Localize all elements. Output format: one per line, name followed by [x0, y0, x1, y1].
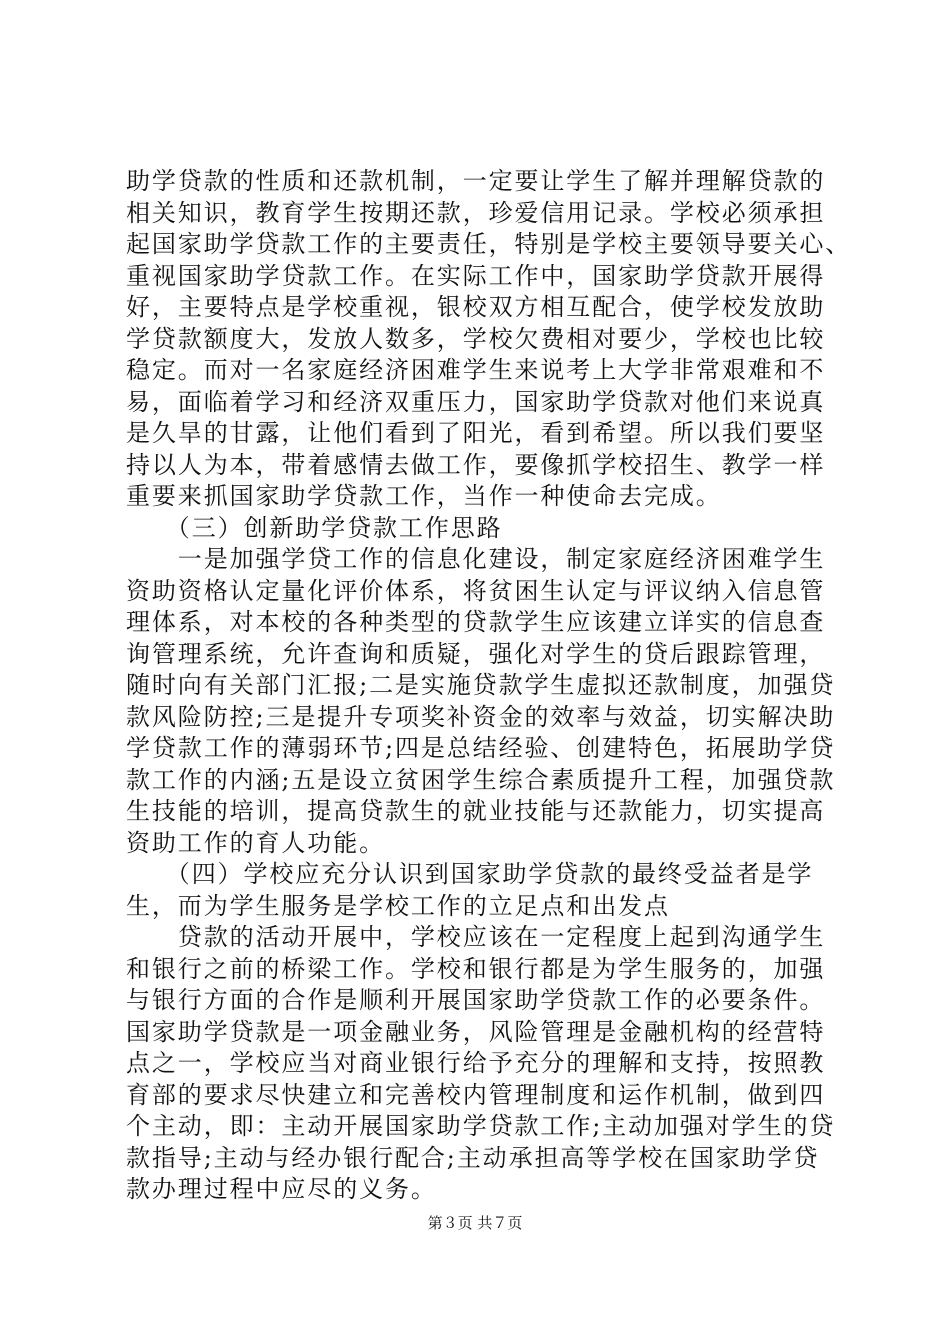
- section-heading-4-cont: 生，而为学生服务是学校工作的立足点和出发点: [126, 891, 670, 920]
- body-line: 贷款的活动开展中，学校应该在一定程度上起到沟通学生: [126, 923, 826, 951]
- body-line: 随时向有关部门汇报;二是实施贷款学生虚拟还款制度，加强贷: [126, 671, 836, 699]
- body-line: 相关知识，教育学生按期还款，珍爱信用记录。学校必须承担: [126, 198, 826, 227]
- body-line: 个主动，即：主动开展国家助学贷款工作;主动加强对学生的贷: [126, 1112, 836, 1140]
- body-line: 育部的要求尽快建立和完善校内管理制度和运作机制，做到四: [126, 1080, 826, 1109]
- body-line: 易，面临着学习和经济双重压力，国家助学贷款对他们来说真: [126, 387, 826, 416]
- body-line: 款指导;主动与经办银行配合;主动承担高等学校在国家助学贷: [126, 1143, 820, 1172]
- body-line: 款办理过程中应尽的义务。: [126, 1175, 437, 1203]
- body-line: 生技能的培训，提高贷款生的就业技能与还款能力，切实提高: [126, 797, 826, 825]
- document-body: [126, 166, 852, 1206]
- body-line: 重要来抓国家助学贷款工作，当作一种使命去完成。: [126, 482, 722, 510]
- body-line: 资助资格认定量化评价体系，将贫困生认定与评议纳入信息管: [126, 576, 826, 605]
- body-line: 学贷款工作的薄弱环节;四是总结经验、创建特色，拓展助学贷: [126, 734, 836, 762]
- body-line: 理体系，对本校的各种类型的贷款学生应该建立详实的信息查: [126, 608, 826, 636]
- body-line: 国家助学贷款是一项金融业务，风险管理是金融机构的经营特: [126, 1017, 826, 1046]
- body-line: 助学贷款的性质和还款机制，一定要让学生了解并理解贷款的: [126, 167, 826, 195]
- body-line: 和银行之前的桥梁工作。学校和银行都是为学生服务的，加强: [126, 954, 826, 983]
- body-line: 款工作的内涵;五是设立贫困学生综合素质提升工程，加强贷款: [126, 765, 836, 794]
- page-number-footer: 第３页 共７页: [427, 1214, 523, 1232]
- body-line: 重视国家助学贷款工作。在实际工作中，国家助学贷款开展得: [126, 261, 826, 290]
- body-line: 点之一，学校应当对商业银行给予充分的理解和支持，按照教: [126, 1049, 826, 1077]
- body-line: 持以人为本，带着感情去做工作，要像抓学校招生、教学一样: [126, 450, 826, 479]
- body-line: 起国家助学贷款工作的主要责任，特别是学校主要领导要关心、: [126, 230, 852, 258]
- body-line: 资助工作的育人功能。: [126, 828, 385, 857]
- body-line: 是久旱的甘露，让他们看到了阳光，看到希望。所以我们要坚: [126, 419, 826, 447]
- body-line: 学贷款额度大，发放人数多，学校欠费相对要少，学校也比较: [126, 324, 826, 353]
- body-line: 稳定。而对一名家庭经济困难学生来说考上大学非常艰难和不: [126, 356, 826, 384]
- body-line: 款风险防控;三是提升专项奖补资金的效率与效益，切实解决助: [126, 702, 836, 731]
- body-line: 一是加强学贷工作的信息化建设，制定家庭经济困难学生: [126, 545, 826, 573]
- body-line: 询管理系统，允许查询和质疑，强化对学生的贷后跟踪管理，: [126, 639, 826, 668]
- body-line: 好，主要特点是学校重视，银校双方相互配合，使学校发放助: [126, 293, 826, 321]
- section-heading-4: （四）学校应充分认识到国家助学贷款的最终受益者是学: [126, 860, 814, 888]
- section-heading-3: （三）创新助学贷款工作思路: [126, 513, 503, 542]
- body-line: 与银行方面的合作是顺利开展国家助学贷款工作的必要条件。: [126, 986, 826, 1014]
